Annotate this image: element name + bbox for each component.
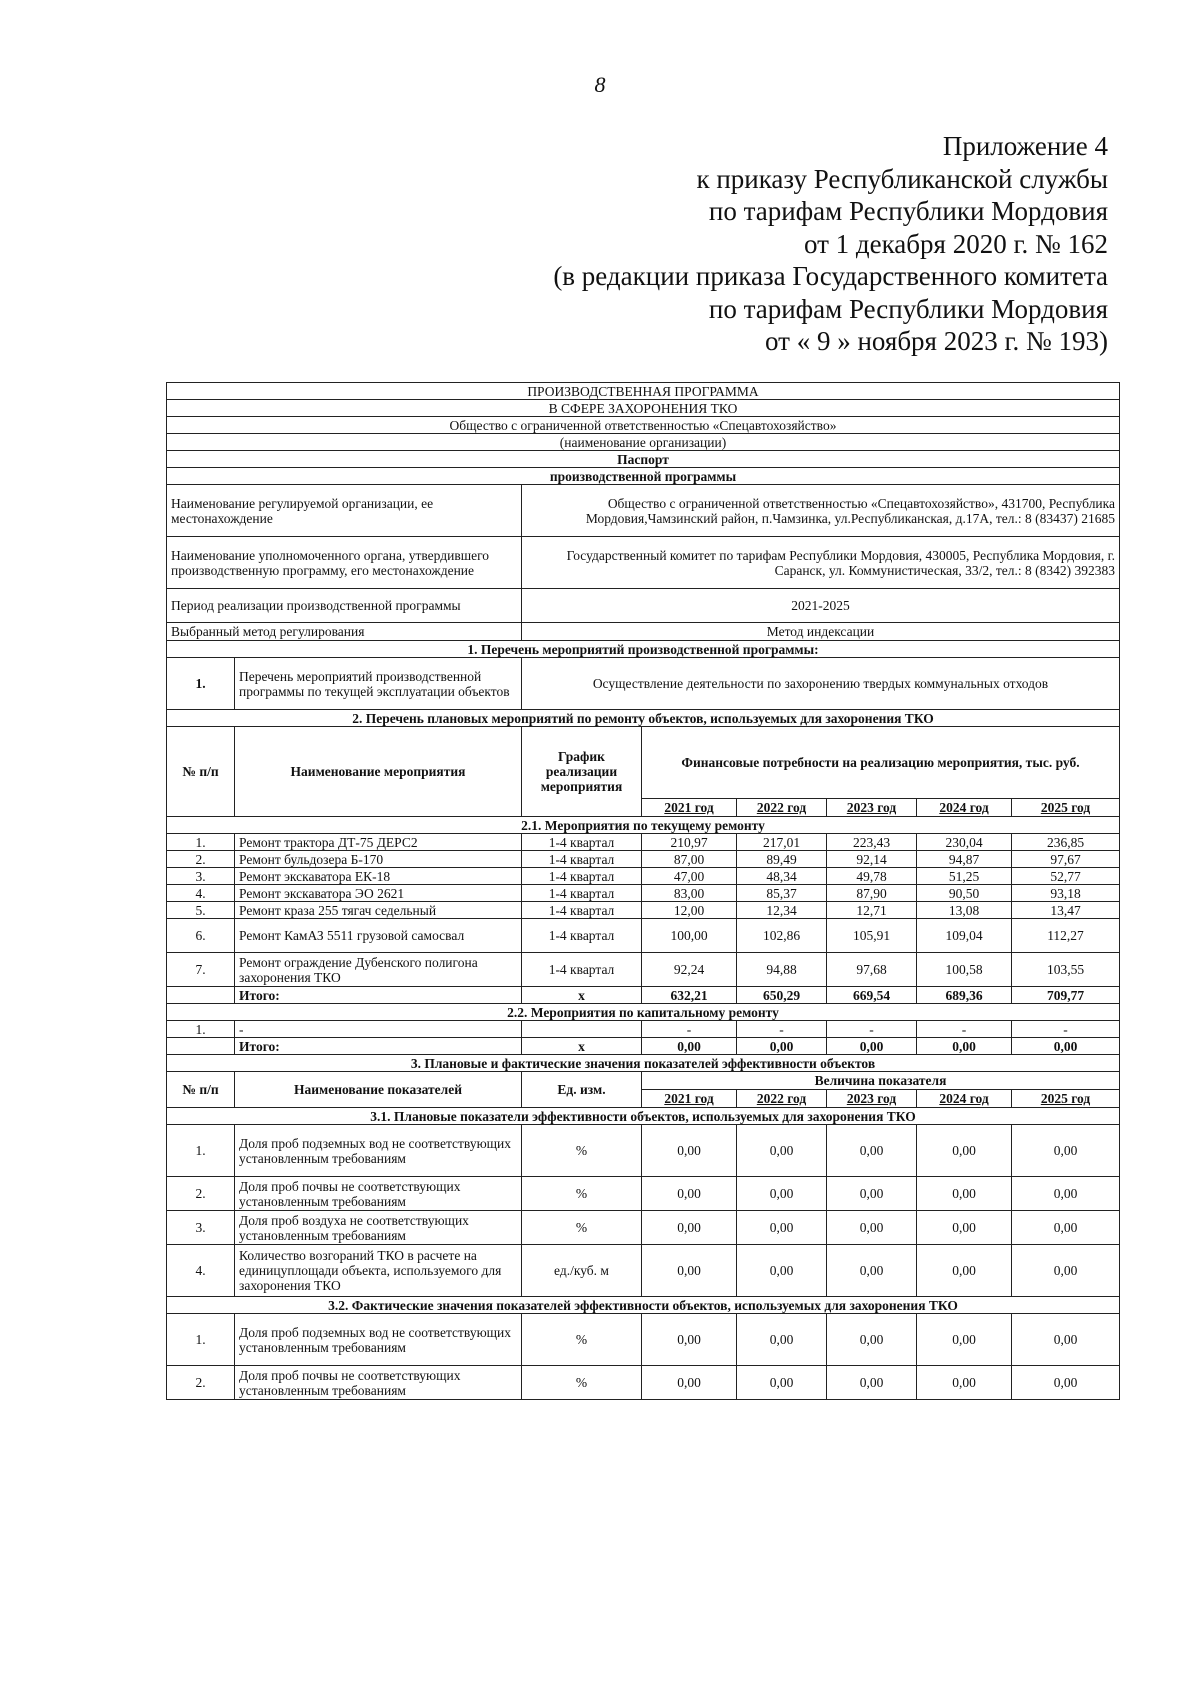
repair-cost: - [1012, 1021, 1120, 1038]
indicator-value: 0,00 [827, 1211, 917, 1245]
total-value: 689,36 [917, 987, 1012, 1004]
row-number: 2. [167, 851, 235, 868]
header-unit: Ед. изм. [522, 1072, 642, 1108]
total-value: 0,00 [1012, 1038, 1120, 1055]
repair-cost: 12,00 [642, 902, 737, 919]
repair-cost: 49,78 [827, 868, 917, 885]
info-label: Наименование уполномоченного органа, утвердившего производственную программу, его местонахождение [167, 537, 522, 589]
repair-cost: 51,25 [917, 868, 1012, 885]
program-subtitle: В СФЕРЕ ЗАХОРОНЕНИЯ ТКО [167, 400, 1120, 417]
repair-schedule: 1-4 квартал [522, 868, 642, 885]
indicator-value: 0,00 [827, 1245, 917, 1297]
indicator-row [167, 1211, 1120, 1245]
indicator-value: 0,00 [737, 1125, 827, 1177]
header-line: от « 9 » ноября 2023 г. № 193) [765, 326, 1108, 356]
program-title: ПРОИЗВОДСТВЕННАЯ ПРОГРАММА [167, 383, 1120, 400]
repair-cost: 109,04 [917, 919, 1012, 953]
organization-caption: (наименование организации) [167, 434, 1120, 451]
repair-name: Ремонт краза 255 тягач седельный [235, 902, 522, 919]
indicator-value: 0,00 [737, 1177, 827, 1211]
appendix-header [553, 130, 1108, 358]
repair-row [167, 868, 1120, 885]
row-number: 1. [167, 1125, 235, 1177]
indicator-value: 0,00 [1012, 1177, 1120, 1211]
indicator-value: 0,00 [1012, 1314, 1120, 1366]
indicator-name: Доля проб подземных вод не соответствующих установленным требованиям [235, 1314, 522, 1366]
indicator-name: Доля проб подземных вод не соответствующих установленным требованиям [235, 1125, 522, 1177]
year-header: 2025 год [1012, 1090, 1120, 1108]
indicator-value: 0,00 [642, 1366, 737, 1400]
section-3-1-title: 3.1. Плановые показатели эффективности объектов, используемых для захоронения ТКО [167, 1108, 1120, 1125]
repair-cost: 92,14 [827, 851, 917, 868]
total-value: 650,29 [737, 987, 827, 1004]
row-number: 1. [167, 1021, 235, 1038]
indicator-name: Доля проб почвы не соответствующих установленным требованиям [235, 1177, 522, 1211]
header-line: (в редакции приказа Государственного комитета [553, 261, 1108, 291]
header-num: № п/п [167, 1072, 235, 1108]
repair-cost: 97,68 [827, 953, 917, 987]
header-name: Наименование мероприятия [235, 727, 522, 817]
repair-cost: - [827, 1021, 917, 1038]
total-marker: х [522, 987, 642, 1004]
repair-cost: 92,24 [642, 953, 737, 987]
indicator-value: 0,00 [1012, 1366, 1120, 1400]
repair-cost: 94,88 [737, 953, 827, 987]
repair-name: Ремонт КамАЗ 5511 грузовой самосвал [235, 919, 522, 953]
row-number: 7. [167, 953, 235, 987]
repair-name: Ремонт экскаватора ЭО 2621 [235, 885, 522, 902]
total-value: 709,77 [1012, 987, 1120, 1004]
repair-cost: 102,86 [737, 919, 827, 953]
repair-name: Ремонт ограждение Дубенского полигона захоронения ТКО [235, 953, 522, 987]
header-schedule: График реализации мероприятия [522, 727, 642, 817]
header-line: Приложение 4 [942, 131, 1108, 161]
total-marker: х [522, 1038, 642, 1055]
repair-cost: 47,00 [642, 868, 737, 885]
indicator-value: 0,00 [737, 1245, 827, 1297]
header-num: № п/п [167, 727, 235, 817]
year-header: 2024 год [917, 799, 1012, 817]
repair-cost: 230,04 [917, 834, 1012, 851]
info-value: Государственный комитет по тарифам Республики Мордовия, 430005, Республика Мордовия, г. Саранск, ул. Коммунистическая, 33/2, тел.: 8 (8342) 392383 [522, 537, 1120, 589]
year-header: 2021 год [642, 799, 737, 817]
indicator-unit: % [522, 1125, 642, 1177]
repair-schedule: 1-4 квартал [522, 885, 642, 902]
repair-row [167, 834, 1120, 851]
indicator-value: 0,00 [737, 1314, 827, 1366]
indicator-value: 0,00 [917, 1366, 1012, 1400]
indicator-row [167, 1314, 1120, 1366]
indicator-value: 0,00 [827, 1177, 917, 1211]
repair-cost: 97,67 [1012, 851, 1120, 868]
total-value: 0,00 [642, 1038, 737, 1055]
repair-name: Ремонт трактора ДТ-75 ДЕРС2 [235, 834, 522, 851]
indicator-row [167, 1125, 1120, 1177]
year-header: 2025 год [1012, 799, 1120, 817]
repair-schedule: 1-4 квартал [522, 919, 642, 953]
organization-name: Общество с ограниченной ответственностью «Спецавтохозяйство» [167, 417, 1120, 434]
info-label: Выбранный метод регулирования [167, 623, 522, 641]
repair-cost: 100,00 [642, 919, 737, 953]
repair-row [167, 902, 1120, 919]
repair-cost: 236,85 [1012, 834, 1120, 851]
indicator-value: 0,00 [642, 1125, 737, 1177]
indicator-value: 0,00 [917, 1245, 1012, 1297]
indicator-unit: % [522, 1314, 642, 1366]
indicator-unit: ед./куб. м [522, 1245, 642, 1297]
activity-value: Осуществление деятельности по захоронению твердых коммунальных отходов [522, 658, 1120, 710]
repair-cost: 103,55 [1012, 953, 1120, 987]
page-number: 8 [594, 72, 606, 97]
repair-schedule: 1-4 квартал [522, 834, 642, 851]
total-value: 0,00 [827, 1038, 917, 1055]
section-2-2-title: 2.2. Мероприятия по капитальному ремонту [167, 1004, 1120, 1021]
repair-cost: 87,00 [642, 851, 737, 868]
repair-name: Ремонт бульдозера Б-170 [235, 851, 522, 868]
section-2-1-title: 2.1. Мероприятия по текущему ремонту [167, 817, 1120, 834]
row-number: 5. [167, 902, 235, 919]
row-number: 1. [167, 1314, 235, 1366]
row-number [167, 987, 235, 1004]
info-value: Метод индексации [522, 623, 1120, 641]
repair-schedule: 1-4 квартал [522, 953, 642, 987]
section-3-title: 3. Плановые и фактические значения показателей эффективности объектов [167, 1055, 1120, 1072]
indicator-value: 0,00 [827, 1314, 917, 1366]
repair-cost: - [737, 1021, 827, 1038]
repair-cost: 12,71 [827, 902, 917, 919]
capital-row [167, 1021, 1120, 1038]
repair-cost: - [642, 1021, 737, 1038]
repair-cost: 83,00 [642, 885, 737, 902]
indicator-value: 0,00 [917, 1314, 1012, 1366]
production-program-table [166, 382, 1119, 1400]
row-number: 2. [167, 1177, 235, 1211]
indicator-value: 0,00 [1012, 1211, 1120, 1245]
row-number [167, 1038, 235, 1055]
row-number: 4. [167, 885, 235, 902]
year-header: 2023 год [827, 1090, 917, 1108]
indicator-unit: % [522, 1177, 642, 1211]
repair-cost: 90,50 [917, 885, 1012, 902]
repair-schedule [522, 1021, 642, 1038]
repair-schedule: 1-4 квартал [522, 851, 642, 868]
repair-cost: 217,01 [737, 834, 827, 851]
indicator-value: 0,00 [642, 1211, 737, 1245]
indicator-value: 0,00 [917, 1125, 1012, 1177]
repair-row [167, 885, 1120, 902]
indicator-value: 0,00 [1012, 1125, 1120, 1177]
repair-cost: 112,27 [1012, 919, 1120, 953]
indicator-row [167, 1245, 1120, 1297]
total-row [167, 987, 1120, 1004]
repair-row [167, 851, 1120, 868]
repair-cost: - [917, 1021, 1012, 1038]
header-line: по тарифам Республики Мордовия [708, 196, 1108, 226]
total-value: 0,00 [917, 1038, 1012, 1055]
indicator-unit: % [522, 1366, 642, 1400]
row-number: 3. [167, 1211, 235, 1245]
indicator-value: 0,00 [642, 1314, 737, 1366]
repair-schedule: 1-4 квартал [522, 902, 642, 919]
repair-cost: 13,08 [917, 902, 1012, 919]
passport-subtitle: производственной программы [167, 468, 1120, 485]
header-line: по тарифам Республики Мордовия [708, 293, 1108, 324]
indicator-unit: % [522, 1211, 642, 1245]
repair-row [167, 919, 1120, 953]
year-header: 2023 год [827, 799, 917, 817]
indicator-row [167, 1177, 1120, 1211]
repair-cost: 210,97 [642, 834, 737, 851]
repair-cost: 85,37 [737, 885, 827, 902]
year-header: 2022 год [737, 1090, 827, 1108]
total-value: 669,54 [827, 987, 917, 1004]
activity-label: Перечень мероприятий производственной программы по текущей эксплуатации объектов [235, 658, 522, 710]
repair-name: - [235, 1021, 522, 1038]
passport-title: Паспорт [167, 451, 1120, 468]
repair-cost: 105,91 [827, 919, 917, 953]
header-indicator-value: Величина показателя [642, 1072, 1120, 1090]
repair-cost: 48,34 [737, 868, 827, 885]
year-header: 2022 год [737, 799, 827, 817]
info-value: Общество с ограниченной ответственностью «Спецавтохозяйство», 431700, Республика Мордовия,Чамзинский район, п.Чамзинка, ул.Республиканская, д.17А, тел.: 8 (83437) 21685 [522, 485, 1120, 537]
indicator-row [167, 1366, 1120, 1400]
repair-cost: 52,77 [1012, 868, 1120, 885]
indicator-value: 0,00 [917, 1211, 1012, 1245]
indicator-value: 0,00 [642, 1177, 737, 1211]
repair-cost: 89,49 [737, 851, 827, 868]
total-label: Итого: [235, 987, 522, 1004]
repair-row [167, 953, 1120, 987]
section-2-title: 2. Перечень плановых мероприятий по ремонту объектов, используемых для захоронения ТКО [167, 710, 1120, 727]
indicator-value: 0,00 [737, 1211, 827, 1245]
indicator-value: 0,00 [827, 1125, 917, 1177]
year-header: 2024 год [917, 1090, 1012, 1108]
indicator-value: 0,00 [642, 1245, 737, 1297]
indicator-value: 0,00 [737, 1366, 827, 1400]
indicator-name: Доля проб воздуха не соответствующих установленным требованиям [235, 1211, 522, 1245]
row-number: 2. [167, 1366, 235, 1400]
indicator-value: 0,00 [1012, 1245, 1120, 1297]
repair-cost: 223,43 [827, 834, 917, 851]
indicator-name: Доля проб почвы не соответствующих установленным требованиям [235, 1366, 522, 1400]
header-line: от 1 декабря 2020 г. № 162 [803, 228, 1108, 259]
row-number: 3. [167, 868, 235, 885]
row-number: 6. [167, 919, 235, 953]
section-1-title: 1. Перечень мероприятий производственной программы: [167, 641, 1120, 658]
header-indicator-name: Наименование показателей [235, 1072, 522, 1108]
row-number: 1. [167, 834, 235, 851]
total-value: 632,21 [642, 987, 737, 1004]
row-number: 4. [167, 1245, 235, 1297]
repair-name: Ремонт экскаватора ЕК-18 [235, 868, 522, 885]
repair-cost: 87,90 [827, 885, 917, 902]
repair-cost: 12,34 [737, 902, 827, 919]
year-header: 2021 год [642, 1090, 737, 1108]
total-row [167, 1038, 1120, 1055]
section-3-2-title: 3.2. Фактические значения показателей эффективности объектов, используемых для захоронения ТКО [167, 1297, 1120, 1314]
row-number: 1. [167, 658, 235, 710]
repair-cost: 13,47 [1012, 902, 1120, 919]
repair-cost: 94,87 [917, 851, 1012, 868]
indicator-value: 0,00 [827, 1366, 917, 1400]
total-value: 0,00 [737, 1038, 827, 1055]
repair-cost: 93,18 [1012, 885, 1120, 902]
indicator-name: Количество возгораний ТКО в расчете на единицуплощади объекта, используемого для захоронения ТКО [235, 1245, 522, 1297]
total-label: Итого: [235, 1038, 522, 1055]
header-financial: Финансовые потребности на реализацию мероприятия, тыс. руб. [642, 727, 1120, 799]
indicator-value: 0,00 [917, 1177, 1012, 1211]
info-label: Наименование регулируемой организации, ее местонахождение [167, 485, 522, 537]
info-label: Период реализации производственной программы [167, 589, 522, 623]
info-value: 2021-2025 [522, 589, 1120, 623]
repair-cost: 100,58 [917, 953, 1012, 987]
header-line: к приказу Республиканской службы [696, 163, 1108, 194]
